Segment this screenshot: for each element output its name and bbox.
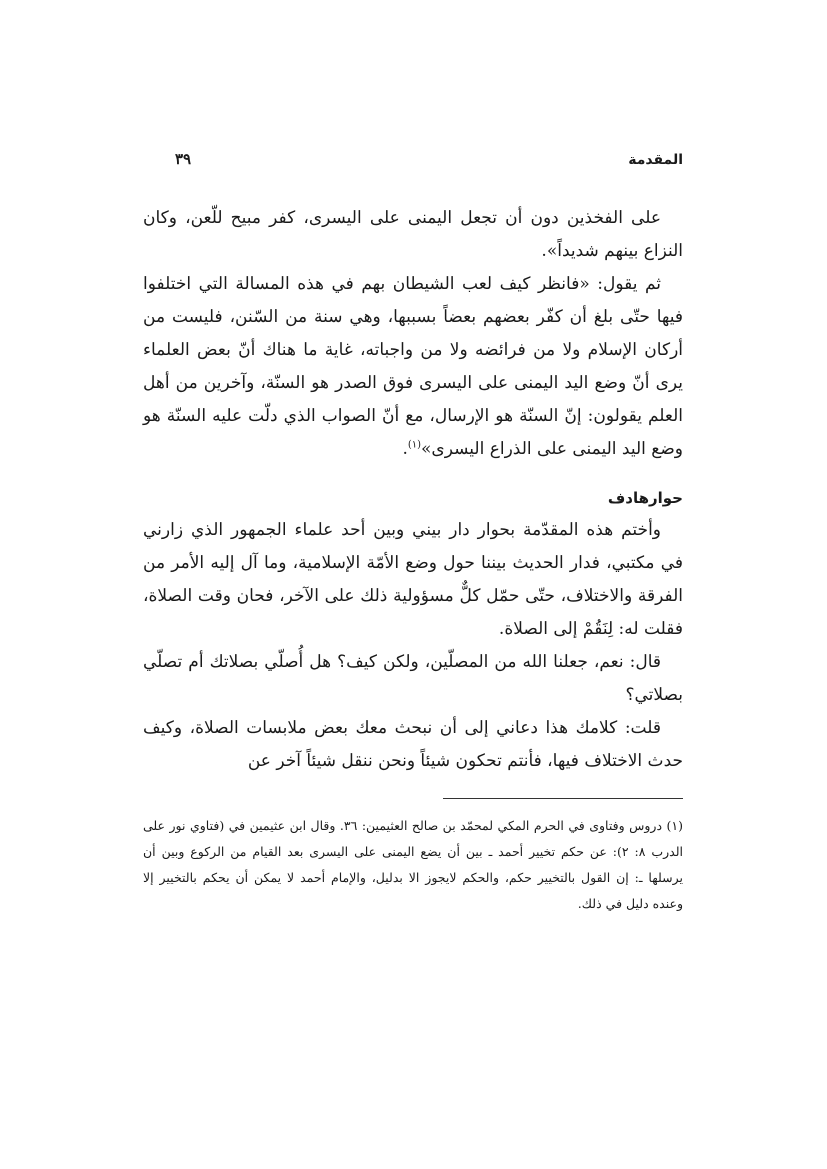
paragraph-dialogue-intro: وأختم هذه المقدّمة بحوار دار بيني وبين أحد علماء الجمهور الذي زارني في مكتبي، فدار الحديث بيننا حول وضع الأمّة الإسلامية، وما آل إليه الأمر من الفرقة والاختلاف، حتّى حمّل كلٌّ مسؤولية ذلك على الآخر، فحان وقت الصلاة، فقلت له: لِنَقُمْ إلى الصلاة.: [143, 520, 683, 639]
running-header: [143, 150, 683, 178]
paragraph-quote-continuation: على الفخذين دون أن تجعل اليمنى على اليسرى، كفر مبيح للّعن، وكان النزاع بينهم شديداً».: [143, 208, 683, 261]
paragraph-quote: [143, 268, 683, 466]
paragraph-quote-text: ثم يقول: «فانظر كيف لعب الشيطان بهم في هذه المسالة التي اختلفوا فيها حتّى بلغ أن كفّر بعضهم بعضاً بسببها، وهي سنة من السّنن، فليست من أركان الإسلام ولا من فرائضه ولا من واجباته، غاية ما هناك أنّ بعض العلماء يرى أنّ وضع اليد اليمنى على اليسرى فوق الصدر هو السنّة، وآخرين من أهل العلم يقولون: إنّ السنّة هو الإرسال، مع أنّ الصواب الذي دلّت عليه السنّة هو وضع اليد اليمنى على الذراع اليسرى»: [143, 274, 683, 459]
footnote-reference[interactable]: (١): [407, 439, 422, 451]
footnote: (١) دروس وفتاوى في الحرم المكي لمحمّد بن صالح العثيمين: ٣٦. وقال ابن عثيمين في (فتاوي نور على الدرب ٨: ٢): عن حكم تخيير أحمد ـ بين أن يضع اليمنى على اليسرى بعد القيام من الركوع وبين أن يرسلها ـ: إن القول بالتخيير حكم، والحكم لايجوز الا بدليل، والإمام أحمد لا يمكن أن يحكم بالتخيير إلا وعنده دليل في ذلك.: [143, 818, 683, 911]
paragraph-dialogue-response: قلت: كلامك هذا دعاني إلى أن نبحث معك بعض ملابسات الصلاة، وكيف حدث الاختلاف فيها، فأنتم تحكون شيئاً ونحن ننقل شيئاً آخر عن: [143, 718, 683, 771]
footnote-divider: [443, 798, 683, 799]
paragraph-quote-end: .: [402, 439, 408, 459]
chapter-title: المقدمة: [628, 152, 683, 168]
paragraph-dialogue-reply: قال: نعم، جعلنا الله من المصلّين، ولكن كيف؟ هل أُصلّي بصلاتك أم تصلّي بصلاتي؟: [143, 652, 683, 705]
main-text: [143, 202, 683, 778]
page-number: ٣٩: [175, 150, 192, 168]
book-page: [143, 150, 683, 930]
section-heading: حوارهادف: [607, 489, 683, 507]
